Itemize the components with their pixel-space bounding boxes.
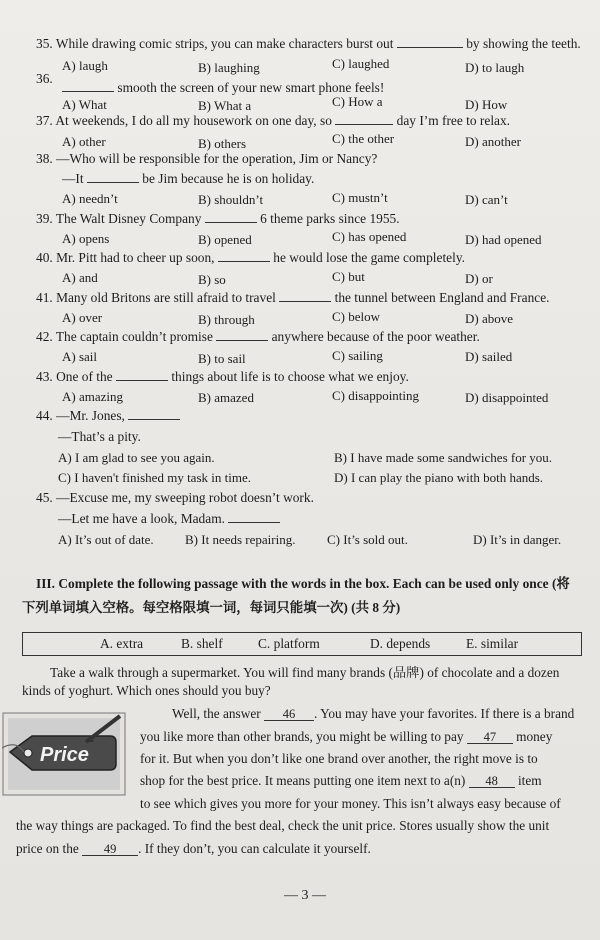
- option: D) to laugh: [465, 60, 525, 75]
- answer-blank: [62, 80, 114, 92]
- answer-blank: [218, 250, 270, 262]
- option: D) It’s in danger.: [473, 532, 562, 547]
- question-38: 38. —Who will be responsible for the operation, Jim or Nancy?: [36, 151, 378, 166]
- option: A) It’s out of date.: [58, 532, 154, 547]
- blank-46: 46: [264, 708, 314, 721]
- option: C) It’s sold out.: [327, 532, 408, 547]
- question-36: 36.: [36, 71, 53, 86]
- question-44: 44. —Mr. Jones,: [36, 408, 180, 424]
- option: B) opened: [198, 232, 252, 247]
- question-35: 35. While drawing comic strips, you can make characters burst out by showing the teeth.: [36, 36, 581, 51]
- question-37: 37. At weekends, I do all my housework on one day, so day I’m free to relax.: [36, 113, 511, 128]
- section-title: III. Complete the following passage with the words in the box. Each can be used only once (将: [36, 576, 570, 591]
- answer-blank: [397, 36, 463, 48]
- answer-blank: [216, 329, 268, 341]
- answer-blank: [335, 113, 393, 125]
- option: B) I have made some sandwiches for you.: [334, 450, 553, 465]
- option: D) can’t: [465, 192, 508, 207]
- question-44-line2: —That’s a pity.: [58, 429, 141, 444]
- option: A) laugh: [62, 58, 108, 73]
- answer-blank: [205, 211, 257, 223]
- option: B) laughing: [198, 60, 260, 75]
- question-40: 40. Mr. Pitt had to cheer up soon, he would lose the game completely.: [36, 250, 466, 265]
- option: C) but: [332, 269, 365, 284]
- option: C) the other: [332, 131, 395, 146]
- question-36-line2: smooth the screen of your new smart phone feels!: [62, 80, 384, 96]
- option: B) others: [198, 136, 247, 151]
- option: A) other: [62, 134, 106, 149]
- option: C) disappointing: [332, 388, 420, 403]
- question-43: 43. One of the things about life is to choose what we enjoy.: [36, 369, 409, 384]
- answer-blank: [279, 290, 331, 302]
- passage-line: Well, the answer 46 . You may have your favorites. If there is a brand: [172, 706, 575, 721]
- option: A) opens: [62, 231, 110, 246]
- option: D) another: [465, 134, 521, 149]
- answer-blank: [87, 171, 139, 183]
- option: C) I haven't finished my task in time.: [58, 470, 251, 485]
- answer-blank: [228, 511, 280, 523]
- passage-line: to see which gives you more for your money. This isn’t always easy because of: [140, 796, 561, 811]
- word-box-item: B. shelf: [181, 636, 223, 651]
- answer-blank: [128, 408, 180, 420]
- word-box-item: D. depends: [370, 636, 431, 651]
- passage-line: price on the 49 . If they don’t, you can calculate it yourself.: [16, 841, 371, 856]
- option: D) or: [465, 271, 493, 286]
- question-45-line2: —Let me have a look, Madam.: [58, 511, 280, 527]
- option: B) through: [198, 312, 255, 327]
- option: A) sail: [62, 349, 98, 364]
- blank-47: 47: [467, 731, 513, 744]
- option: B) shouldn’t: [198, 192, 264, 207]
- question-42: 42. The captain couldn’t promise anywhere because of the poor weather.: [36, 329, 480, 344]
- passage-line: Take a walk through a supermarket. You will find many brands (品牌) of chocolate and a dozen: [50, 665, 560, 680]
- option: D) disappointed: [465, 390, 549, 405]
- option: A) and: [62, 270, 98, 285]
- option: D) How: [465, 97, 508, 112]
- option: A) needn’t: [62, 191, 118, 206]
- option: D) I can play the piano with both hands.: [334, 470, 544, 485]
- option: C) How a: [332, 94, 383, 109]
- passage-line: for it. But when you don’t like one brand over another, the right move is to: [140, 751, 538, 766]
- option: A) What: [62, 97, 107, 112]
- option: B) to sail: [198, 351, 246, 366]
- answer-blank: [116, 369, 168, 381]
- option: C) sailing: [332, 348, 383, 363]
- question-45: 45. —Excuse me, my sweeping robot doesn’t work.: [36, 490, 314, 505]
- option: D) had opened: [465, 232, 542, 247]
- page-number: — 3 —: [284, 888, 326, 903]
- question-38-line2: —It be Jim because he is on holiday.: [62, 171, 315, 186]
- word-box-item: A. extra: [100, 636, 144, 651]
- option: D) sailed: [465, 349, 513, 364]
- passage-line: the way things are packaged. To find the best deal, check the unit price. Stores usually show the unit: [16, 818, 550, 833]
- question-39: 39. The Walt Disney Company 6 theme parks since 1955.: [36, 211, 400, 226]
- option: A) I am glad to see you again.: [58, 450, 215, 465]
- question-41: 41. Many old Britons are still afraid to travel the tunnel between England and France.: [36, 290, 550, 305]
- blank-48: 48: [469, 775, 515, 788]
- price-tag-text: Price: [40, 744, 89, 766]
- option: B) amazed: [198, 390, 254, 405]
- option: C) mustn’t: [332, 190, 388, 205]
- option: B) so: [198, 272, 226, 287]
- word-box-item: E. similar: [466, 636, 519, 651]
- blank-49: 49: [82, 843, 138, 856]
- option: D) above: [465, 311, 514, 326]
- option: C) below: [332, 309, 381, 324]
- word-box-item: C. platform: [258, 636, 320, 651]
- option: A) over: [62, 310, 103, 325]
- price-tag-illustration: [2, 712, 126, 796]
- passage-line: shop for the best price. It means putting one item next to a(n) 48 item: [140, 773, 542, 788]
- section-instruction: 下列单词填入空格。每空格限填一词，每词只能填一次) (共 8 分): [22, 600, 401, 615]
- option: B) It needs repairing.: [185, 532, 296, 547]
- passage-line: kinds of yoghurt. Which ones should you buy?: [22, 683, 271, 698]
- option: B) What a: [198, 98, 252, 113]
- option: C) laughed: [332, 56, 390, 71]
- option: A) amazing: [62, 389, 124, 404]
- passage-line: you like more than other brands, you might be willing to pay 47 money: [140, 729, 553, 744]
- option: C) has opened: [332, 229, 407, 244]
